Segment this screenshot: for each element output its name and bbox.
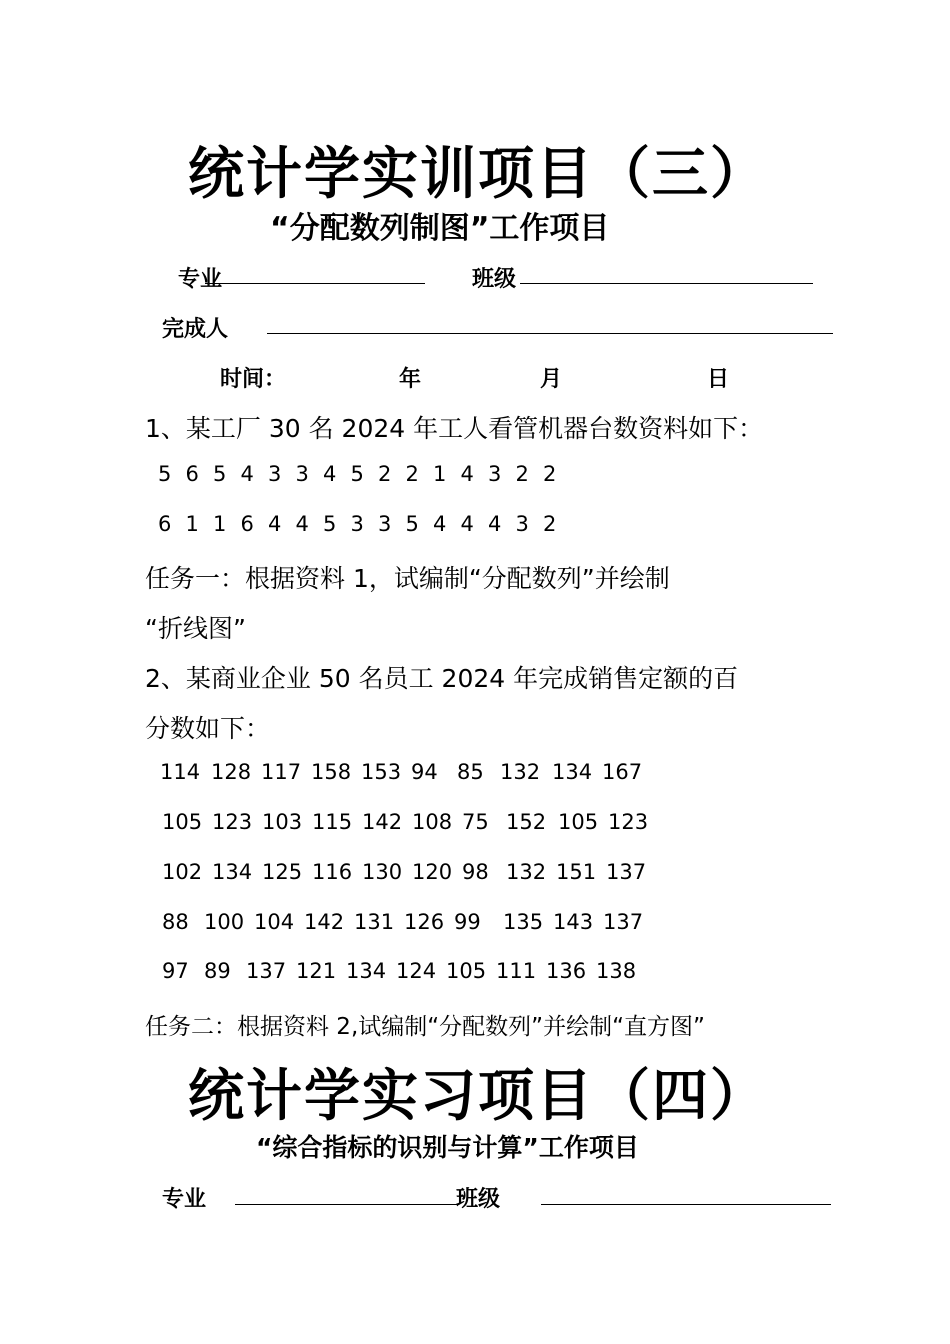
number: 105 — [162, 810, 203, 834]
number: 4 — [488, 512, 502, 536]
number: 153 — [361, 760, 402, 784]
time-label: 时间： — [220, 367, 287, 392]
number: 123 — [212, 810, 253, 834]
number: 102 — [162, 860, 203, 884]
number: 4 — [268, 512, 282, 536]
number: 4 — [323, 462, 337, 486]
completer-label: 完成人 — [162, 317, 229, 342]
number: 126 — [404, 910, 445, 934]
number: 3 — [378, 512, 392, 536]
number: 2 — [405, 462, 419, 486]
number: 2 — [543, 512, 557, 536]
number: 108 — [412, 810, 453, 834]
number: 75 — [462, 810, 489, 834]
project4-major-underline — [235, 1204, 457, 1205]
number: 151 — [556, 860, 597, 884]
number: 134 — [552, 760, 593, 784]
number: 4 — [295, 512, 309, 536]
number: 98 — [462, 860, 489, 884]
number: 94 — [411, 760, 438, 784]
number: 99 — [454, 910, 481, 934]
month-label: 月 — [540, 367, 563, 392]
number: 132 — [500, 760, 541, 784]
number: 1 — [433, 462, 447, 486]
number: 134 — [212, 860, 253, 884]
number: 116 — [312, 860, 353, 884]
number: 143 — [553, 910, 594, 934]
number: 2 — [515, 462, 529, 486]
number: 3 — [268, 462, 282, 486]
number: 5 — [323, 512, 337, 536]
number: 117 — [261, 760, 302, 784]
number: 85 — [457, 760, 484, 784]
number: 4 — [240, 462, 254, 486]
number: 136 — [546, 959, 587, 983]
number: 3 — [295, 462, 309, 486]
number: 3 — [488, 462, 502, 486]
item2-line1: 2、某商业企业 50 名员工 2024 年完成销售定额的百 — [145, 664, 739, 693]
number: 1 — [185, 512, 199, 536]
project4-class-underline — [541, 1204, 831, 1205]
project4-major-label: 专业 — [162, 1187, 207, 1212]
number: 5 — [213, 462, 227, 486]
number: 105 — [558, 810, 599, 834]
number: 125 — [262, 860, 303, 884]
number: 103 — [262, 810, 303, 834]
item2-row — [162, 860, 656, 884]
number: 4 — [460, 512, 474, 536]
class-underline — [520, 283, 813, 284]
number: 100 — [204, 910, 245, 934]
project4-title: 统计学实习项目（四） — [188, 1064, 768, 1129]
class-label: 班级 — [472, 267, 517, 292]
number: 5 — [405, 512, 419, 536]
number: 123 — [608, 810, 649, 834]
number: 105 — [446, 959, 487, 983]
number: 111 — [496, 959, 537, 983]
number: 89 — [204, 959, 231, 983]
number: 88 — [162, 910, 189, 934]
number: 124 — [396, 959, 437, 983]
number: 167 — [602, 760, 643, 784]
number: 131 — [354, 910, 395, 934]
number: 120 — [412, 860, 453, 884]
project3-title: 统计学实训项目（三） — [188, 142, 768, 207]
number: 3 — [350, 512, 364, 536]
number: 4 — [433, 512, 447, 536]
item2-row — [162, 810, 658, 834]
number: 137 — [603, 910, 644, 934]
major-underline — [205, 283, 425, 284]
number: 6 — [158, 512, 172, 536]
item1-text: 1、某工厂 30 名 2024 年工人看管机器台数资料如下： — [145, 414, 764, 443]
number: 135 — [503, 910, 544, 934]
item2-row — [162, 910, 653, 934]
task1-line1: 任务一：根据资料 1，试编制“分配数列”并绘制 — [145, 564, 670, 593]
number: 115 — [312, 810, 353, 834]
number: 114 — [160, 760, 201, 784]
number: 128 — [211, 760, 252, 784]
number: 3 — [515, 512, 529, 536]
item1-row2 — [158, 512, 571, 536]
project3-subtitle: “分配数列制图”工作项目 — [270, 211, 610, 246]
item2-row — [160, 760, 652, 784]
number: 138 — [596, 959, 637, 983]
project4-subtitle: “综合指标的识别与计算”工作项目 — [256, 1133, 639, 1162]
item2-line2: 分数如下： — [145, 714, 271, 743]
number: 134 — [346, 959, 387, 983]
task2-text: 任务二：根据资料 2,试编制“分配数列”并绘制“直方图” — [145, 1014, 705, 1040]
number: 1 — [213, 512, 227, 536]
number: 142 — [304, 910, 345, 934]
number: 2 — [378, 462, 392, 486]
number: 4 — [460, 462, 474, 486]
completer-underline — [267, 333, 833, 334]
number: 2 — [543, 462, 557, 486]
item1-row1 — [158, 462, 571, 486]
number: 104 — [254, 910, 295, 934]
number: 137 — [246, 959, 287, 983]
task1-line2: “折线图” — [145, 614, 246, 643]
major-label: 专业 — [178, 267, 223, 292]
number: 137 — [606, 860, 647, 884]
number: 142 — [362, 810, 403, 834]
project4-class-label: 班级 — [456, 1187, 501, 1212]
day-label: 日 — [707, 367, 730, 392]
number: 6 — [185, 462, 199, 486]
number: 6 — [240, 512, 254, 536]
number: 132 — [506, 860, 547, 884]
year-label: 年 — [399, 367, 422, 392]
number: 152 — [506, 810, 547, 834]
item2-row — [162, 959, 646, 983]
number: 158 — [311, 760, 352, 784]
number: 97 — [162, 959, 189, 983]
number: 121 — [296, 959, 337, 983]
number: 5 — [350, 462, 364, 486]
number: 130 — [362, 860, 403, 884]
number: 5 — [158, 462, 172, 486]
